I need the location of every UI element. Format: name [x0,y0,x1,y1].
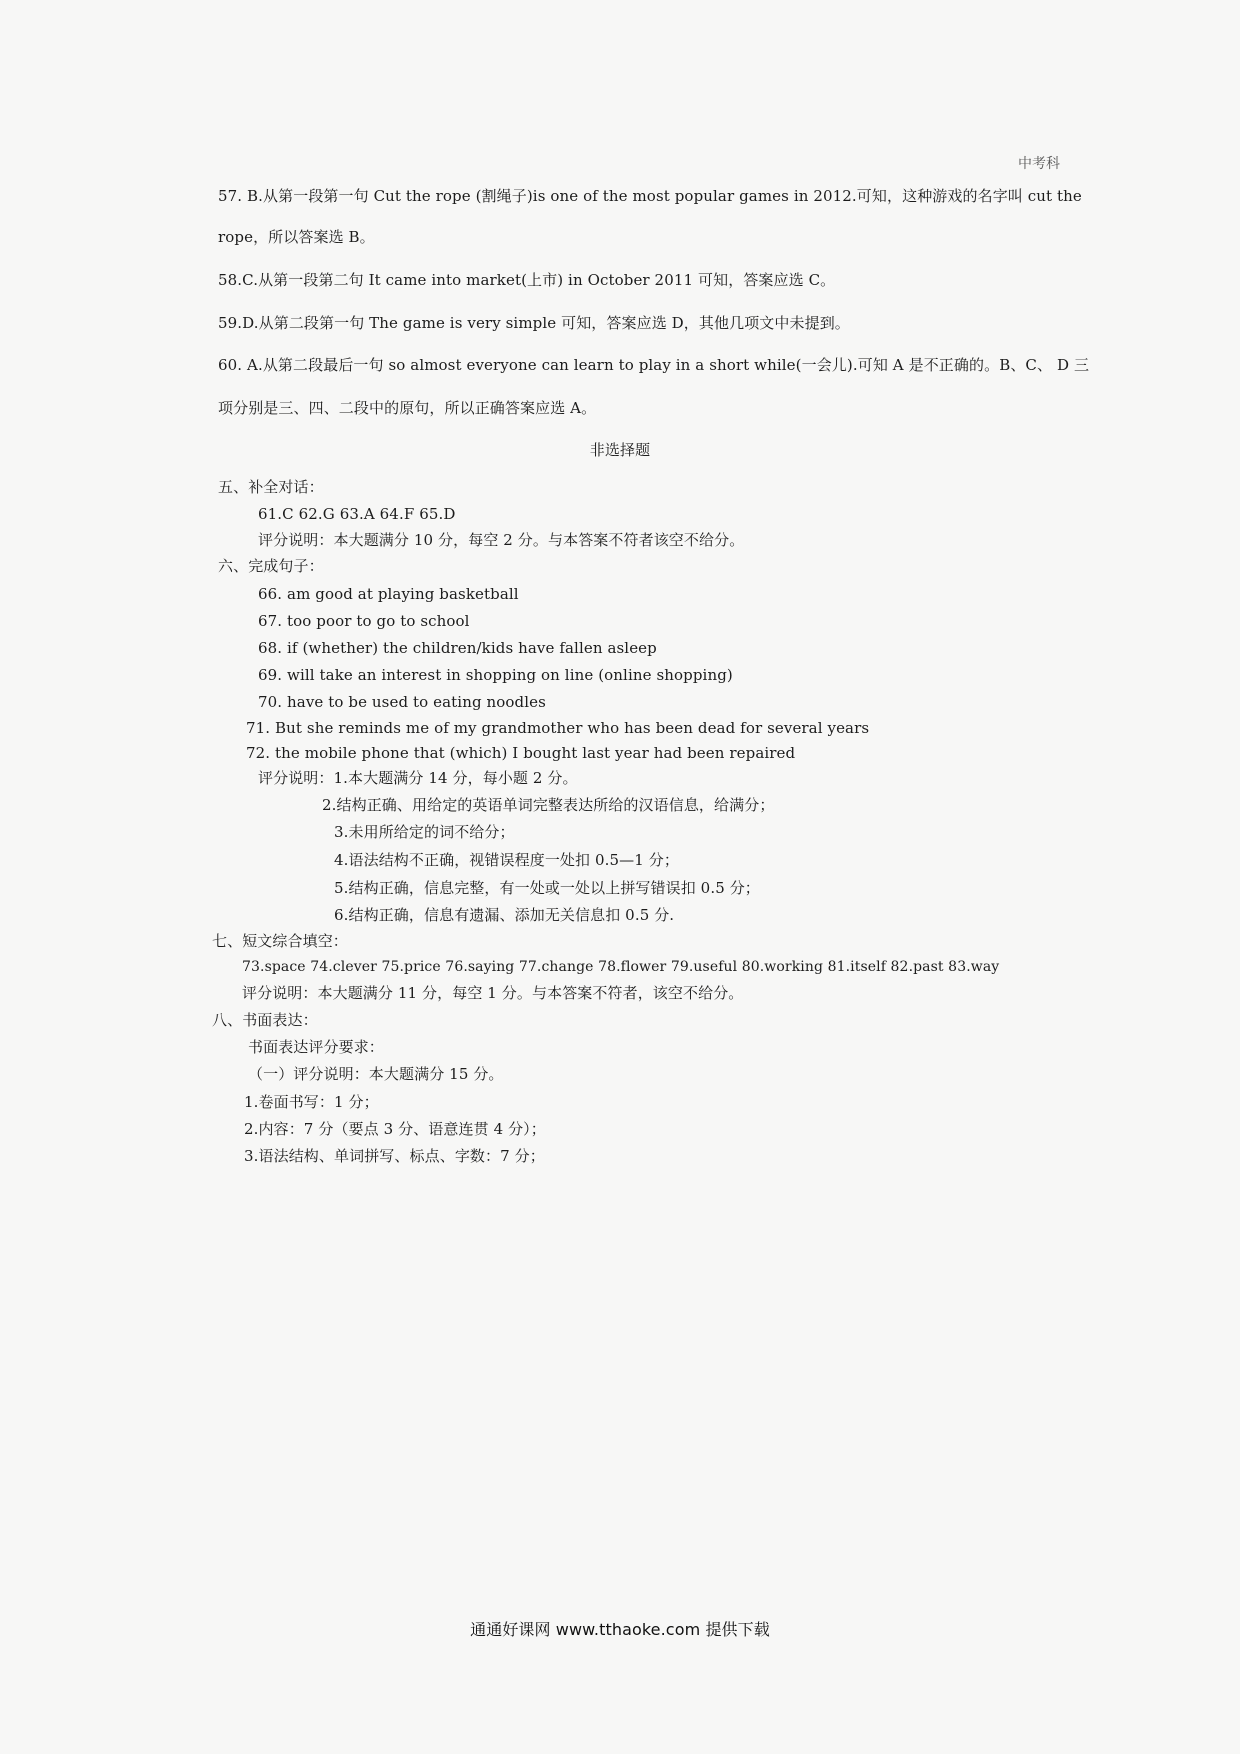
section7-answers: 73.space 74.clever 75.price 76.saying 77.change 78.flower 79.useful 80.working 81.itself 82.past 83.way [242,959,1000,975]
q58-explanation: 58.C.从第一段第二句 It came into market(上市) in October 2011 可知，答案应选 C。 [218,271,836,289]
section6-item-69: 69. will take an interest in shopping on line (online shopping) [258,666,733,684]
section8-heading: 八、书面表达： [212,1011,318,1029]
section8-item-1: 1.卷面书写：1 分； [244,1093,379,1111]
section5-heading: 五、补全对话： [218,478,324,496]
section6-item-66: 66. am good at playing basketball [258,585,519,603]
q57-explanation-line1: 57. B.从第一段第一句 Cut the rope (割绳子)is one of the most popular games in 2012.可知，这种游戏的名字叫 cut the [218,187,1082,205]
section7-scoring: 评分说明：本大题满分 11 分，每空 1 分。与本答案不符者，该空不给分。 [242,984,744,1002]
section8-requirements: 书面表达评分要求： [248,1038,384,1056]
section6-item-70: 70. have to be used to eating noodles [258,693,546,711]
section6-scoring-4: 4.语法结构不正确，视错误程度一处扣 0.5—1 分； [334,851,679,869]
section6-scoring-6: 6.结构正确，信息有遗漏、添加无关信息扣 0.5 分. [334,906,675,924]
footer-download-note: 通通好课网 www.tthaoke.com 提供下载 [470,1620,770,1639]
section6-scoring-1: 评分说明：1.本大题满分 14 分，每小题 2 分。 [258,769,578,787]
section8-item-2: 2.内容：7 分（要点 3 分、语意连贯 4 分）； [244,1120,546,1138]
section5-scoring: 评分说明：本大题满分 10 分，每空 2 分。与本答案不符者该空不给分。 [258,531,745,549]
section6-scoring-2: 2.结构正确、用给定的英语单词完整表达所给的汉语信息，给满分； [322,796,775,814]
section6-heading: 六、完成句子： [218,557,324,575]
q60-explanation-line2: 项分别是三、四、二段中的原句，所以正确答案应选 A。 [218,399,597,417]
section6-scoring-3: 3.未用所给定的词不给分； [334,823,515,841]
section7-heading: 七、短文综合填空： [212,932,348,950]
section8-item-3: 3.语法结构、单词拼写、标点、字数：7 分； [244,1147,545,1165]
section6-item-67: 67. too poor to go to school [258,612,470,630]
section8-note: （一）评分说明：本大题满分 15 分。 [248,1065,504,1083]
section5-answers: 61.C 62.G 63.A 64.F 65.D [258,505,456,523]
q57-explanation-line2: rope，所以答案选 B。 [218,228,375,246]
non-choice-title: 非选择题 [589,441,651,459]
q59-explanation: 59.D.从第二段第一句 The game is very simple 可知，答案应选 D，其他几项文中未提到。 [218,314,850,332]
q60-explanation-line1: 60. A.从第二段最后一句 so almost everyone can learn to play in a short while(一会儿).可知 A 是不正确的。B、C、 D 三 [218,356,1090,374]
section6-item-71: 71. But she reminds me of my grandmother who has been dead for several years [246,719,870,737]
section6-scoring-5: 5.结构正确，信息完整，有一处或一处以上拼写错误扣 0.5 分； [334,879,760,897]
corner-mark: 中考科 [1018,156,1060,172]
section6-item-68: 68. if (whether) the children/kids have fallen asleep [258,639,657,657]
section6-item-72: 72. the mobile phone that (which) I bought last year had been repaired [246,744,796,762]
